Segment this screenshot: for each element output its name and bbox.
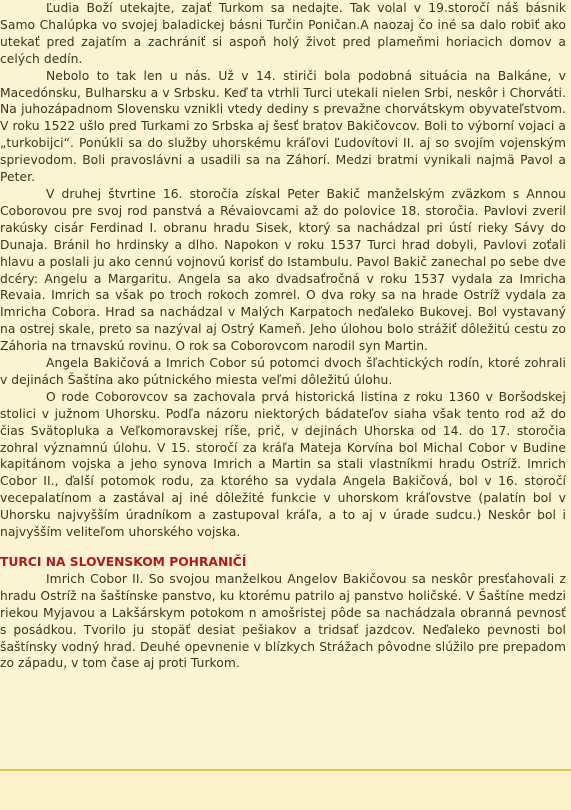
article-paragraph: Nebolo to tak len u nás. Už v 14. stiriči bola podobná situácia na Balkáne, v Macedónsku, Bulharsku a v Srbsku. Keď ta vtrhli Turci utekali nielen Srbi, neskôr i Chorváti. Na juhozápadnom Slovensku vznikli vtedy dediny s prevažne chorvátskym obyvateľstvom. V roku 1522 ušlo pred Turkami zo Srbska aj šesť bratov Bakičovcov. Boli to výborní vojaci a „turkobijci“. Ponúkli sa do služby uhorskému kráľovi Ľudovítovi II. aj so svojím vojenským sprievodom. Boli pravoslávni a usadili sa na Záhorí. Medzi bratmi vynikali najmä Pavol a Peter. [0,68,566,185]
section-heading: TURCI NA SLOVENSKOM POHRANIČÍ [0,555,247,569]
section-paragraph: Imrich Cobor II. So svojou manželkou Angelov Bakičovou sa neskôr presťahovali z hradu Ostríž na šaštínske panstvo, ku ktorému patrilo aj panstvo holičské. V Šaštíne medzi riekou Myjavou a Lakšárskym potokom n amošristej pôde sa nachádzala obranná pevnosť s posádkou. Tvorilo ju stopäť desiat pešiakov a tridsať jazdcov. Neďaleko pevnosti bol šaštínsky vodný hrad. Deuhé opevnenie v blízkych Strážach pôvodne slúžilo pre prepadom zo západu, v tom čase aj proti Turkom. [0,571,566,671]
article-paragraph: Ľudia Boží utekajte, zajať Turkom sa nedajte. Tak volal v 19.storočí náš básnik Samo Chalúpka vo svojej baladickej básni Turčin Poničan.A naozaj čo iné sa dalo robiť ako utekať pred zajatím a zachrániť si aspoň holý život pred plameňmi horiacich domov a celých dedín. [0,1,566,66]
article-paragraph: Angela Bakičová a Imrich Cobor sú potomci dvoch šľachtických rodín, ktoré zohrali v dejinách Šaštína ako pútnického miesta veľmi dôležitú úlohu. [0,356,566,387]
article-paragraph: O rode Coborovcov sa zachovala prvá historická listina z roku 1360 v Boršodskej stolici v južnom Uhorsku. Podľa názoru niektorých bádateľov siaha však tento rod až do čias Svätopluka a Veľkomoravskej ríše, prič, v dejinách Uhorska od 14. do 17. storočia zohral významnú úlohu. V 15. storočí za kráľa Mateja Korvína bol Michal Cobor v Budine kapitánom vojska a jeho synova Imrich a Martin sa stali vlastníkmi hradu Ostríž. Imrich Cobor II., ďalší potomok rodu, za ktorého sa vydala Angela Bakičová, bol v 16. storočí vecepalatínom a zastával aj iné dôležité funkcie v uhorskom kráľovstve (palatín bol v Uhorsku najvyšším úradníkom a zastupoval kráľa, a to aj v úrade sudcu.) Neskôr bol i najvyšším veliteľom uhorského vojska. [0,389,566,540]
article-paragraph: V druhej štvrtine 16. storočia získal Peter Bakič manželským zväzkom s Annou Coborovou pre svoj rod panstvá a Révaiovcami až do polovice 18. storočia. Pavlovi zveril rakúsky cisár Ferdinad I. obranu hradu Sisek, ktorý sa nachádzal pri ústí rieky Sávy do Dunaja. Bránil ho hrdinsky a dlho. Napokon v roku 1537 Turci hrad dobyli, Pavlovi zoťali hlavu a poslali ju ako cennú vojnovú korisť do Istambulu. Pavol Bakič zanechal po sebe dve dcéry: Angelu a Margaritu. Angela sa ako dvadsaťročná v roku 1537 vydala za Imricha Revaia. Imrich sa však po troch rokoch zomrel. O dva roky sa na hrade Ostríž vydala za Imricha Cobora. Hrad sa nachádzal v Malých Karpatoch neďaleko Bukovej. Bol vystavaný na ostrej skale, preto sa nazýval aj Ostrý Kameň. Jeho úlohou bolo strážiť dôležitú cestu zo Záhoria na trnavskú rovinu. O rok sa Coborovcom narodil syn Martin. [0,186,566,354]
page-footer [0,771,571,810]
